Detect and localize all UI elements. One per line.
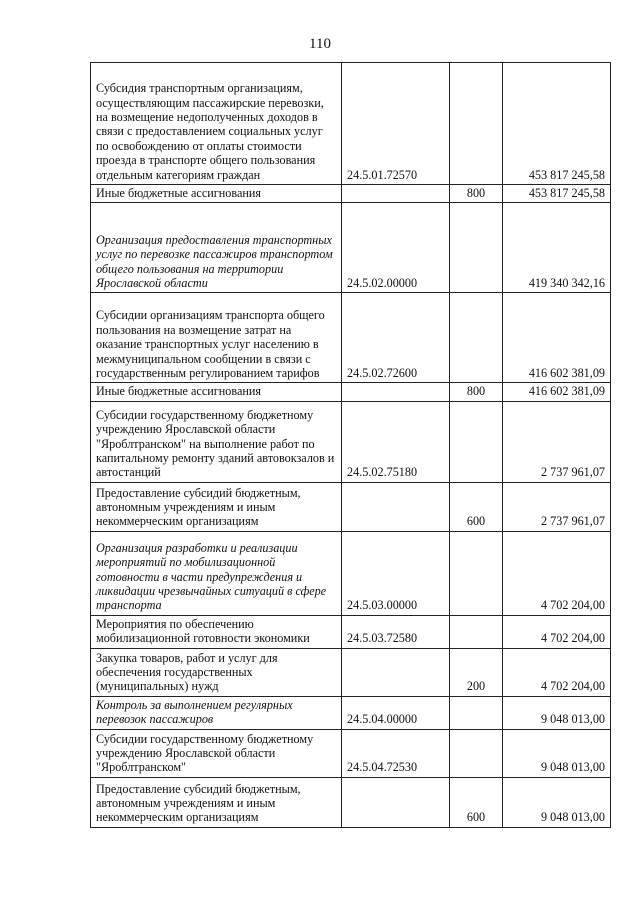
row-expense-type-cell: 800 — [450, 185, 503, 203]
row-name-cell: Мероприятия по обеспечению мобилизационной готовности экономики — [91, 615, 342, 648]
row-expense-type-cell: 200 — [450, 648, 503, 696]
row-amount-cell: 453 817 245,58 — [503, 63, 611, 185]
row-amount-cell: 2 737 961,07 — [503, 482, 611, 531]
row-amount-cell: 9 048 013,00 — [503, 696, 611, 729]
row-amount-cell: 419 340 342,16 — [503, 203, 611, 293]
row-amount-cell: 4 702 204,00 — [503, 615, 611, 648]
row-amount-cell: 416 602 381,09 — [503, 383, 611, 401]
row-amount-cell: 2 737 961,07 — [503, 401, 611, 482]
row-code-cell: 24.5.02.72600 — [342, 293, 450, 383]
budget-table-body — [91, 63, 611, 828]
table-row — [91, 648, 611, 696]
budget-table — [90, 62, 611, 828]
table-row — [91, 531, 611, 615]
row-code-cell — [342, 777, 450, 827]
row-name-cell: Предоставление субсидий бюджетным, автономным учреждениям и иным некоммерческим организациям — [91, 777, 342, 827]
row-expense-type-cell — [450, 401, 503, 482]
row-code-cell: 24.5.04.72530 — [342, 729, 450, 777]
row-amount-cell: 4 702 204,00 — [503, 648, 611, 696]
row-code-cell: 24.5.02.00000 — [342, 203, 450, 293]
row-code-cell: 24.5.03.72580 — [342, 615, 450, 648]
row-amount-cell: 9 048 013,00 — [503, 777, 611, 827]
row-amount-cell: 453 817 245,58 — [503, 185, 611, 203]
table-row — [91, 615, 611, 648]
row-name-cell: Субсидии государственному бюджетному учреждению Ярославской области "Яроблтранском" на выполнение работ по капитальному ремонту зданий автовокзалов и автостанций — [91, 401, 342, 482]
row-name-cell: Организация предоставления транспортных услуг по перевозке пассажиров транспортом общего пользования на территории Ярославской области — [91, 203, 342, 293]
row-name-cell: Иные бюджетные ассигнования — [91, 185, 342, 203]
row-code-cell — [342, 648, 450, 696]
row-name-cell: Закупка товаров, работ и услуг для обеспечения государственных (муниципальных) нужд — [91, 648, 342, 696]
row-expense-type-cell — [450, 729, 503, 777]
row-code-cell: 24.5.03.00000 — [342, 531, 450, 615]
row-expense-type-cell — [450, 63, 503, 185]
row-expense-type-cell: 800 — [450, 383, 503, 401]
row-code-cell — [342, 383, 450, 401]
row-name-cell: Субсидии государственному бюджетному учреждению Ярославской области "Яроблтранском" — [91, 729, 342, 777]
row-expense-type-cell — [450, 615, 503, 648]
row-name-cell: Субсидии организациям транспорта общего пользования на возмещение затрат на оказание транспортных услуг населению в межмуниципальном сообщении в связи с государственным регулированием тарифов — [91, 293, 342, 383]
table-row — [91, 185, 611, 203]
table-row — [91, 203, 611, 293]
table-row — [91, 401, 611, 482]
row-name-cell: Субсидия транспортным организациям, осуществляющим пассажирские перевозки, на возмещение недополученных доходов в связи с предоставлением социальных услуг по освобождению от оплаты стоимости проезда в транспорте общего пользования отдельным категориям граждан — [91, 63, 342, 185]
table-row — [91, 293, 611, 383]
row-expense-type-cell — [450, 531, 503, 615]
table-row — [91, 383, 611, 401]
row-name-cell: Организация разработки и реализации мероприятий по мобилизационной готовности в части предупреждения и ликвидации чрезвычайных ситуаций в сфере транспорта — [91, 531, 342, 615]
row-code-cell — [342, 482, 450, 531]
row-expense-type-cell — [450, 203, 503, 293]
table-row — [91, 63, 611, 185]
row-expense-type-cell — [450, 696, 503, 729]
row-amount-cell: 416 602 381,09 — [503, 293, 611, 383]
table-row — [91, 777, 611, 827]
row-code-cell: 24.5.01.72570 — [342, 63, 450, 185]
row-code-cell: 24.5.04.00000 — [342, 696, 450, 729]
row-code-cell: 24.5.02.75180 — [342, 401, 450, 482]
row-amount-cell: 9 048 013,00 — [503, 729, 611, 777]
table-row — [91, 482, 611, 531]
table-row — [91, 729, 611, 777]
row-expense-type-cell — [450, 293, 503, 383]
table-row — [91, 696, 611, 729]
row-name-cell: Контроль за выполнением регулярных перевозок пассажиров — [91, 696, 342, 729]
row-name-cell: Предоставление субсидий бюджетным, автономным учреждениям и иным некоммерческим организациям — [91, 482, 342, 531]
row-expense-type-cell: 600 — [450, 777, 503, 827]
row-code-cell — [342, 185, 450, 203]
row-expense-type-cell: 600 — [450, 482, 503, 531]
row-name-cell: Иные бюджетные ассигнования — [91, 383, 342, 401]
page-number: 110 — [309, 36, 331, 52]
row-amount-cell: 4 702 204,00 — [503, 531, 611, 615]
